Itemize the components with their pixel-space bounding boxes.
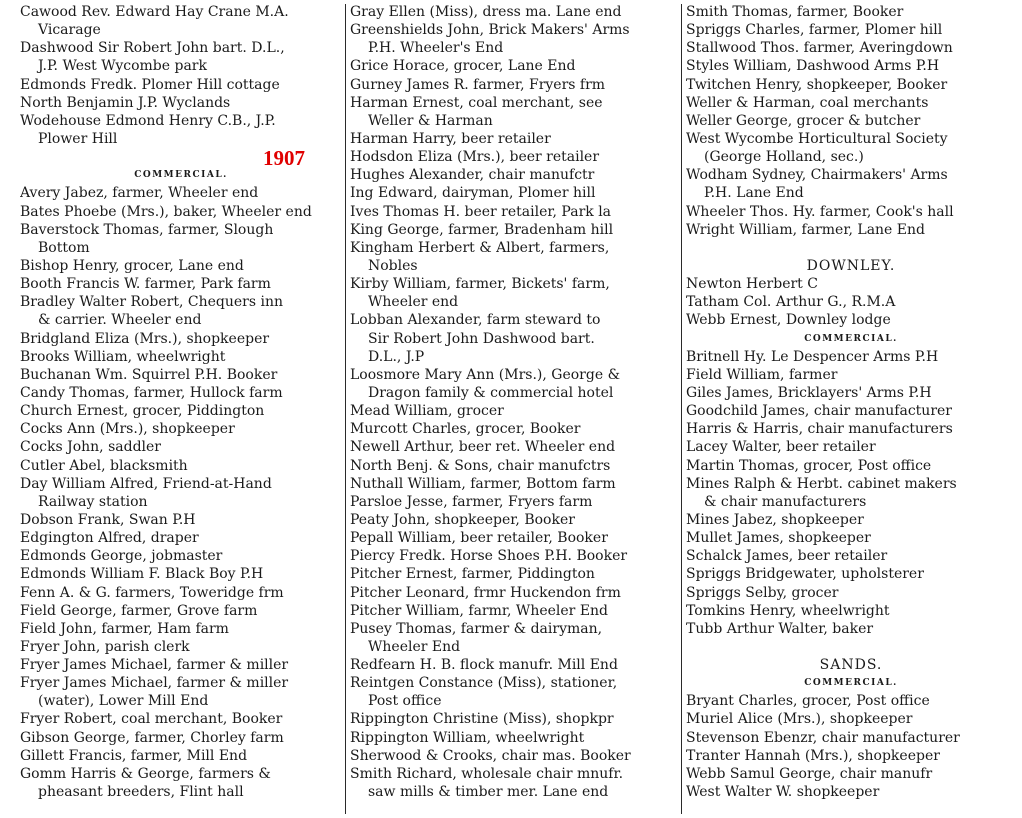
directory-entry: Edmonds Fredk. Plomer Hill cottage (20, 76, 280, 93)
directory-entry: Redfearn H. B. flock manufr. Mill End (350, 657, 618, 674)
directory-entry: Muriel Alice (Mrs.), shopkeeper (686, 711, 913, 728)
directory-entry: Harris & Harris, chair manufacturers (686, 421, 953, 438)
column-divider (345, 4, 346, 814)
directory-entry: Rippington Christine (Miss), shopkpr (350, 711, 614, 728)
directory-entry: Pepall William, beer retailer, Booker (350, 530, 608, 547)
entry-continuation: Bottom (38, 239, 90, 256)
directory-entry: Giles James, Bricklayers' Arms P.H (686, 384, 932, 401)
directory-entry: Dashwood Sir Robert John bart. D.L., (20, 40, 285, 57)
directory-entry: Mines Jabez, shopkeeper (686, 511, 864, 528)
directory-entry: Goodchild James, chair manufacturer (686, 403, 952, 420)
entry-continuation: & carrier. Wheeler end (38, 312, 202, 329)
entry-continuation: Plower Hill (38, 130, 118, 147)
directory-entry: Newell Arthur, beer ret. Wheeler end (350, 439, 616, 456)
directory-entry: Martin Thomas, grocer, Post office (686, 457, 932, 474)
directory-entry: Lacey Walter, beer retailer (686, 439, 876, 456)
directory-entry: Field George, farmer, Grove farm (20, 602, 258, 619)
entry-continuation: Railway station (38, 493, 148, 510)
year-annotation: 1907 (263, 146, 305, 170)
directory-entry: Bryant Charles, grocer, Post office (686, 693, 930, 710)
directory-entry: Stallwood Thos. farmer, Averingdown (686, 40, 953, 57)
directory-entry: Tubb Arthur Walter, baker (686, 620, 874, 637)
spacer (686, 239, 1016, 257)
directory-entry: Baverstock Thomas, farmer, Slough (20, 221, 274, 238)
directory-entry: Pitcher Ernest, farmer, Piddington (350, 566, 595, 583)
directory-entry: Spriggs Charles, farmer, Plomer hill (686, 22, 943, 39)
directory-entry: Harman Harry, beer retailer (350, 130, 551, 147)
directory-entry: Fryer James Michael, farmer & miller (20, 675, 289, 692)
directory-entry: North Benjamin J.P. Wyclands (20, 94, 231, 111)
directory-entry: Parsloe Jesse, farmer, Fryers farm (350, 493, 593, 510)
directory-entry: Edmonds George, jobmaster (20, 548, 223, 565)
directory-entry: Greenshields John, Brick Makers' Arms (350, 22, 630, 39)
spacer (686, 638, 1016, 656)
directory-entry: Nuthall William, farmer, Bottom farm (350, 475, 616, 492)
directory-entry: Wright William, farmer, Lane End (686, 221, 925, 238)
directory-entry: Cawood Rev. Edward Hay Crane M.A. (20, 4, 289, 20)
directory-entry: Spriggs Selby, grocer (686, 584, 839, 601)
directory-entry: Harman Ernest, coal merchant, see (350, 94, 603, 111)
entry-continuation: Wheeler end (368, 294, 459, 311)
directory-entry: Cutler Abel, blacksmith (20, 457, 188, 474)
directory-entry: Avery Jabez, farmer, Wheeler end (20, 185, 259, 202)
column-divider (681, 4, 682, 814)
entry-continuation: Nobles (368, 257, 418, 274)
directory-entry: Fryer John, parish clerk (20, 638, 190, 655)
directory-entry: West Walter W. shopkeeper (686, 784, 880, 801)
directory-entry: Wodehouse Edmond Henry C.B., J.P. (20, 112, 276, 129)
directory-column-1 (20, 3, 342, 801)
section-heading: SANDS. (819, 657, 883, 674)
section-subheading: COMMERCIAL. (134, 170, 228, 181)
entry-continuation: (George Holland, sec.) (704, 149, 864, 166)
entry-continuation: Sir Robert John Dashwood bart. (368, 330, 595, 347)
directory-entry: Pitcher William, farmr, Wheeler End (350, 602, 609, 619)
directory-entry: Mead William, grocer (350, 403, 504, 420)
entry-continuation: P.H. Wheeler's End (368, 40, 504, 57)
directory-entry: Mullet James, shopkeeper (686, 530, 871, 547)
directory-entry: Kirby William, farmer, Bickets' farm, (350, 276, 610, 293)
directory-entry: Twitchen Henry, shopkeeper, Booker (686, 76, 948, 93)
entry-continuation: saw mills & timber mer. Lane end (368, 784, 609, 801)
directory-entry: Murcott Charles, grocer, Booker (350, 421, 581, 438)
directory-entry: Weller George, grocer & butcher (686, 112, 921, 129)
directory-entry: Bates Phoebe (Mrs.), baker, Wheeler end (20, 203, 312, 220)
directory-column-3 (686, 3, 1016, 801)
directory-entry: King George, farmer, Bradenham hill (350, 221, 614, 238)
directory-entry: Field William, farmer (686, 366, 838, 383)
directory-entry: Britnell Hy. Le Despencer Arms P.H (686, 348, 939, 365)
directory-entry: Lobban Alexander, farm steward to (350, 312, 601, 329)
directory-entry: Sherwood & Crooks, chair mas. Booker (350, 747, 631, 764)
entry-continuation: Wheeler End (368, 638, 461, 655)
directory-entry: Webb Ernest, Downley lodge (686, 312, 891, 329)
directory-entry: Rippington William, wheelwright (350, 729, 585, 746)
entry-continuation: (water), Lower Mill End (38, 693, 209, 710)
directory-entry: Cocks John, saddler (20, 439, 161, 456)
directory-entry: Dobson Frank, Swan P.H (20, 511, 196, 528)
directory-entry: Loosmore Mary Ann (Mrs.), George & (350, 366, 621, 383)
entry-continuation: J.P. West Wycombe park (38, 58, 207, 75)
directory-entry: Edgington Alfred, draper (20, 530, 199, 547)
directory-entry: Weller & Harman, coal merchants (686, 94, 929, 111)
entry-continuation: D.L., J.P (368, 348, 425, 365)
directory-entry: Styles William, Dashwood Arms P.H (686, 58, 940, 75)
directory-column-2 (350, 3, 678, 801)
entry-continuation: Vicarage (38, 22, 101, 39)
directory-entry: Wheeler Thos. Hy. farmer, Cook's hall (686, 203, 954, 220)
directory-entry: Ing Edward, dairyman, Plomer hill (350, 185, 596, 202)
directory-entry: Pusey Thomas, farmer & dairyman, (350, 620, 603, 637)
directory-entry: Fryer James Michael, farmer & miller (20, 657, 289, 674)
directory-entry: Smith Thomas, farmer, Booker (686, 4, 904, 20)
directory-entry: Day William Alfred, Friend-at-Hand (20, 475, 272, 492)
directory-entry: Spriggs Bridgewater, upholsterer (686, 566, 924, 583)
directory-entry: Ives Thomas H. beer retailer, Park la (350, 203, 612, 220)
directory-entry: Fryer Robert, coal merchant, Booker (20, 711, 283, 728)
directory-entry: Edmonds William F. Black Boy P.H (20, 566, 264, 583)
entry-continuation: Post office (368, 693, 442, 710)
directory-entry: Peaty John, shopkeeper, Booker (350, 511, 575, 528)
directory-entry: Grice Horace, grocer, Lane End (350, 58, 576, 75)
directory-entry: Hughes Alexander, chair manufctr (350, 167, 595, 184)
directory-entry: North Benj. & Sons, chair manufctrs (350, 457, 611, 474)
directory-entry: Gillett Francis, farmer, Mill End (20, 747, 248, 764)
directory-entry: Wodham Sydney, Chairmakers' Arms (686, 167, 948, 184)
directory-entry: Reintgen Constance (Miss), stationer, (350, 675, 618, 692)
entry-continuation: P.H. Lane End (704, 185, 804, 202)
directory-entry: Booth Francis W. farmer, Park farm (20, 276, 271, 293)
directory-entry: Mines Ralph & Herbt. cabinet makers (686, 475, 957, 492)
directory-entry: Bradley Walter Robert, Chequers inn (20, 294, 284, 311)
directory-entry: Kingham Herbert & Albert, farmers, (350, 239, 610, 256)
directory-entry: Tatham Col. Arthur G., R.M.A (686, 294, 896, 311)
directory-entry: Webb Samul George, chair manufr (686, 765, 933, 782)
directory-entry: Cocks Ann (Mrs.), shopkeeper (20, 421, 235, 438)
directory-entry: Stevenson Ebenzr, chair manufacturer (686, 729, 960, 746)
entry-continuation: Dragon family & commercial hotel (368, 384, 614, 401)
directory-entry: Bridgland Eliza (Mrs.), shopkeeper (20, 330, 270, 347)
directory-entry: Candy Thomas, farmer, Hullock farm (20, 384, 283, 401)
directory-entry: Gray Ellen (Miss), dress ma. Lane end (350, 4, 622, 20)
directory-entry: Gomm Harris & George, farmers & (20, 765, 271, 782)
directory-entry: Brooks William, wheelwright (20, 348, 226, 365)
section-subheading: COMMERCIAL. (804, 678, 898, 689)
section-heading: DOWNLEY. (806, 257, 896, 274)
section-subheading: COMMERCIAL. (804, 333, 898, 344)
directory-entry: Piercy Fredk. Horse Shoes P.H. Booker (350, 548, 628, 565)
directory-entry: Field John, farmer, Ham farm (20, 620, 229, 637)
directory-entry: Gurney James R. farmer, Fryers frm (350, 76, 606, 93)
directory-entry: Pitcher Leonard, frmr Huckendon frm (350, 584, 621, 601)
directory-entry: West Wycombe Horticultural Society (686, 130, 948, 147)
directory-entry: Gibson George, farmer, Chorley farm (20, 729, 284, 746)
entry-continuation: Weller & Harman (368, 112, 493, 129)
directory-entry: Smith Richard, wholesale chair mnufr. (350, 765, 624, 782)
entry-continuation: pheasant breeders, Flint hall (38, 784, 244, 801)
directory-entry: Schalck James, beer retailer (686, 548, 888, 565)
directory-entry: Tranter Hannah (Mrs.), shopkeeper (686, 747, 940, 764)
directory-entry: Hodsdon Eliza (Mrs.), beer retailer (350, 149, 600, 166)
directory-entry: Newton Herbert C (686, 276, 818, 293)
directory-entry: Bishop Henry, grocer, Lane end (20, 257, 244, 274)
entry-continuation: & chair manufacturers (704, 493, 867, 510)
directory-entry: Fenn A. & G. farmers, Toweridge frm (20, 584, 284, 601)
directory-entry: Tomkins Henry, wheelwright (686, 602, 890, 619)
directory-entry: Church Ernest, grocer, Piddington (20, 403, 265, 420)
directory-entry: Buchanan Wm. Squirrel P.H. Booker (20, 366, 278, 383)
